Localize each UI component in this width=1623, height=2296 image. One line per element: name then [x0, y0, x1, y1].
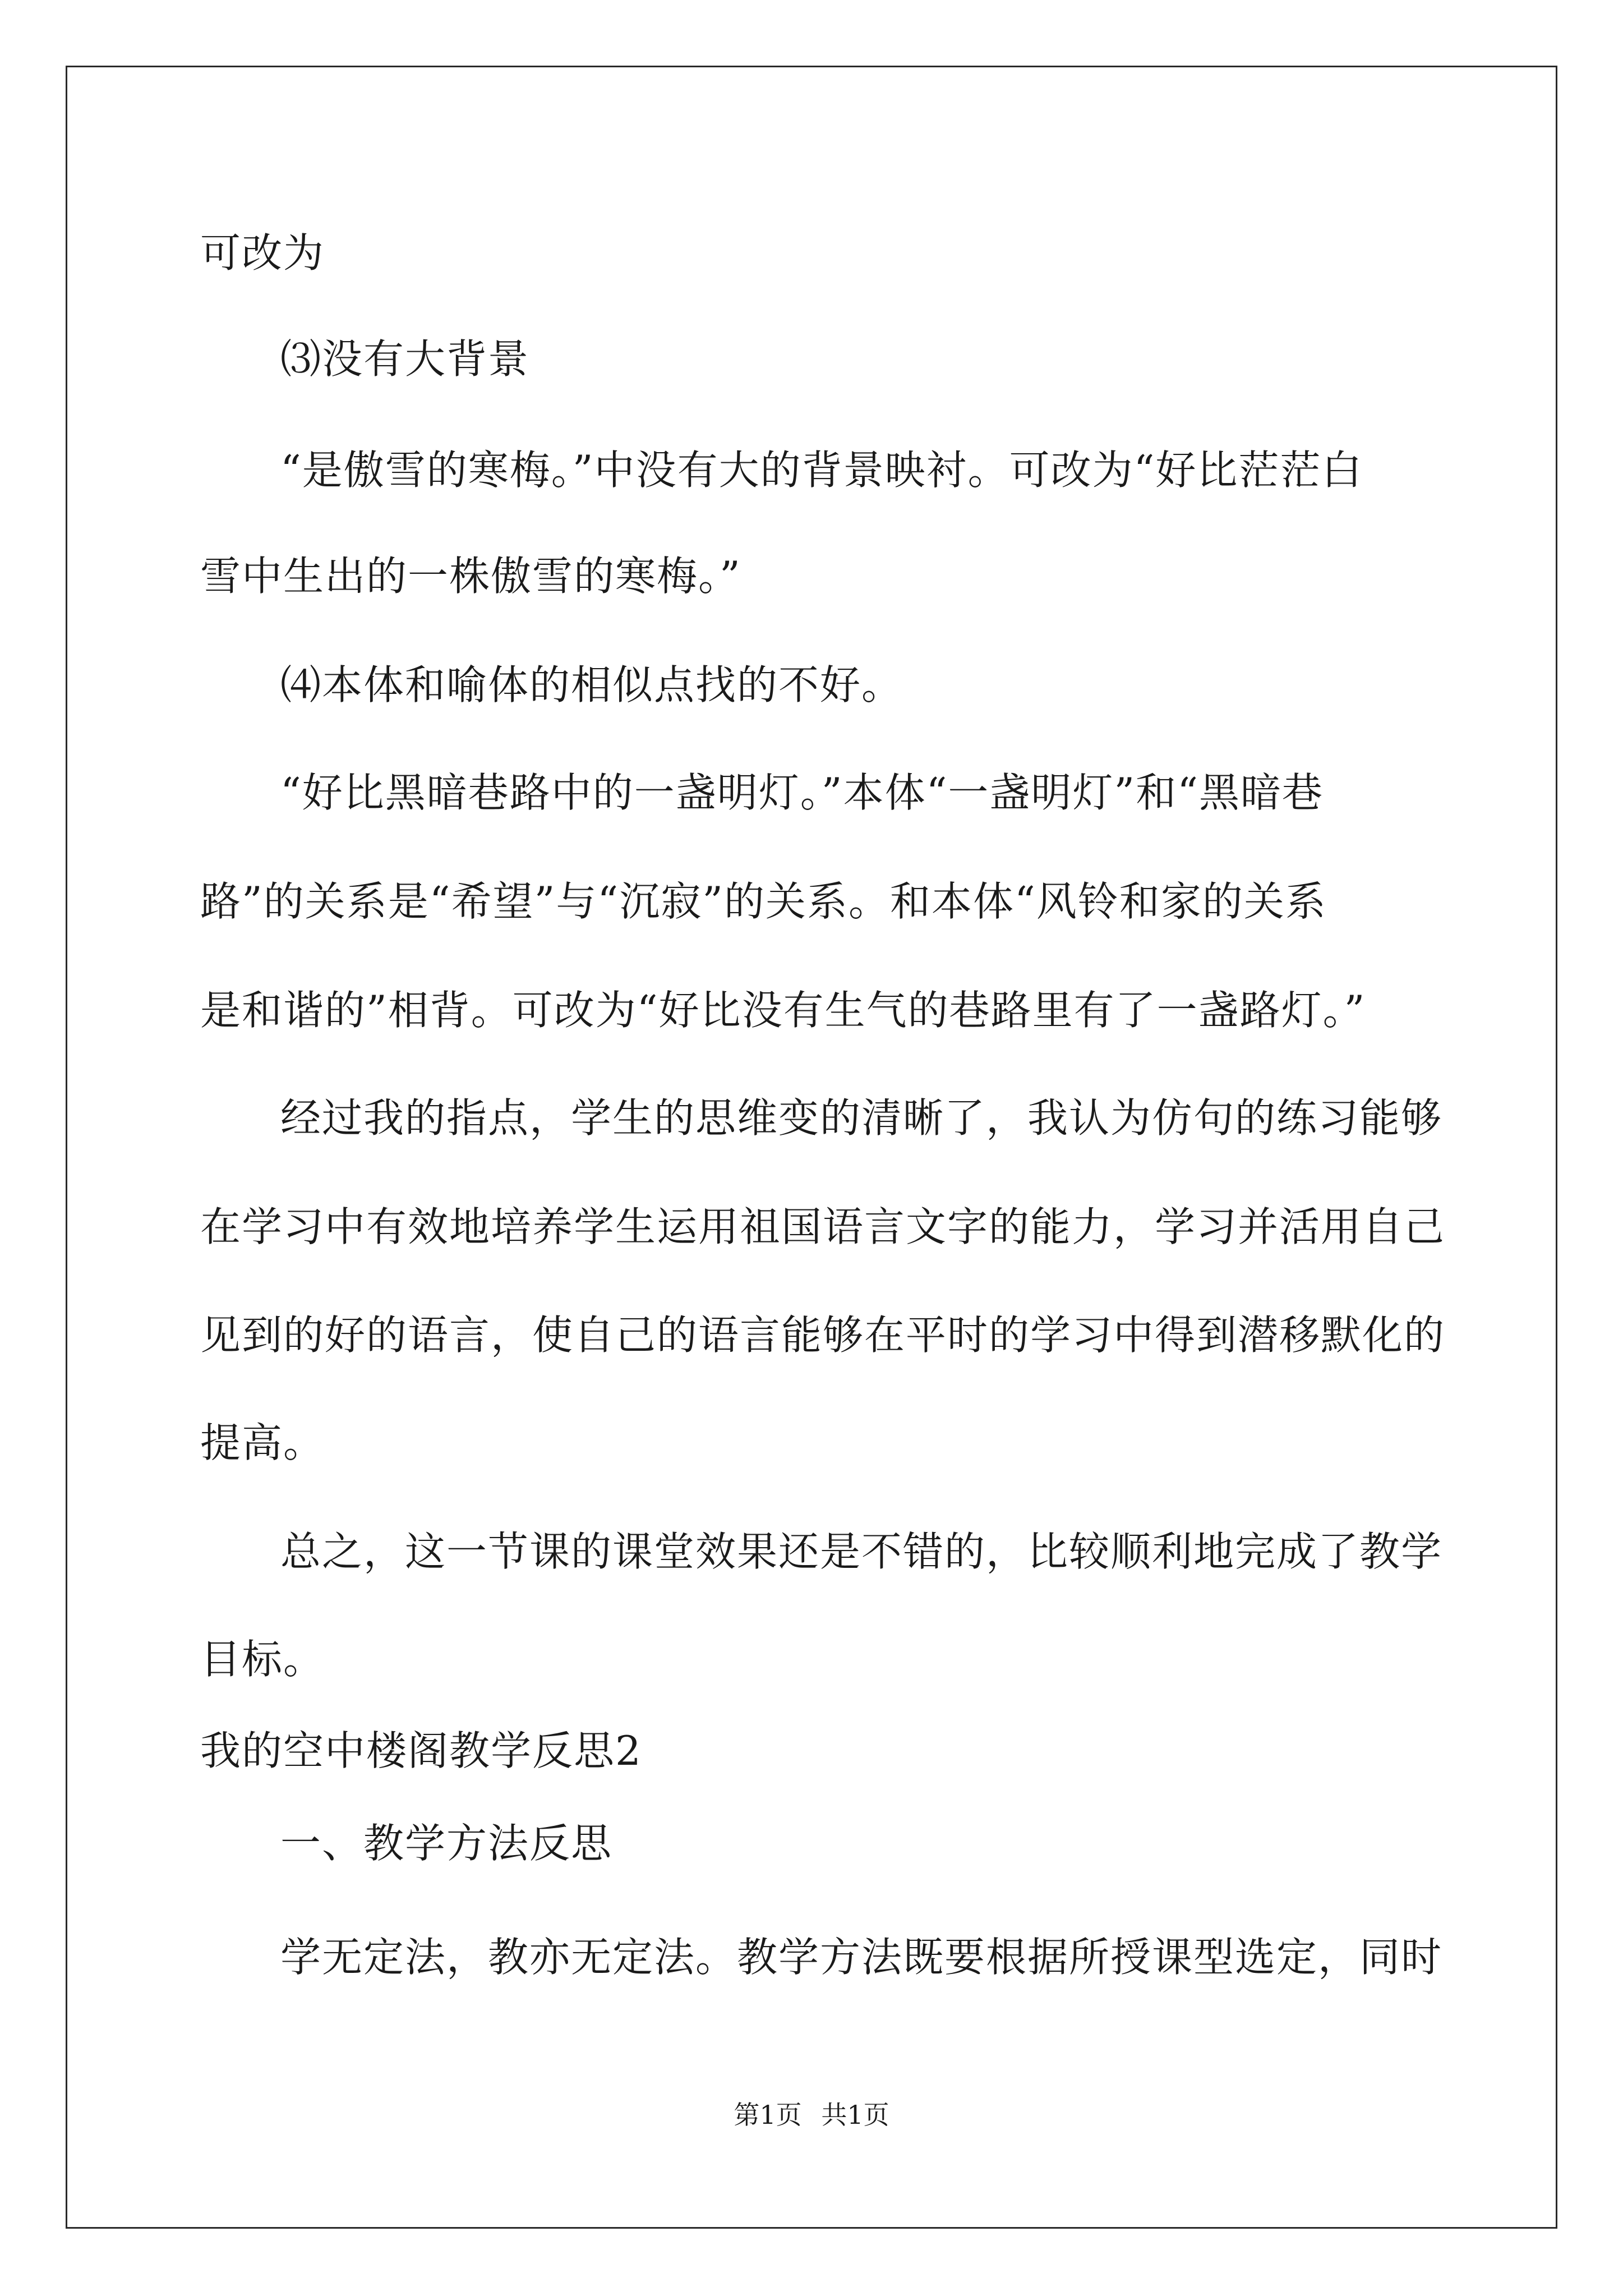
section-heading: 我的空中楼阁教学反思2 [200, 1727, 642, 1774]
page-number: 第1页 [734, 2100, 802, 2130]
text-line-10: 在学习中有效地培养学生运用祖国语言文字的能力，学习并活用自己 [200, 1203, 1446, 1250]
text-line-4: 雪中生出的一株傲雪的寒梅。” [200, 553, 741, 600]
text-line-11: 见到的好的语言，使自己的语言能够在平时的学习中得到潜移默化的 [200, 1312, 1446, 1359]
subsection-heading: 一、教学方法反思 [280, 1820, 613, 1867]
text-line-14: 目标。 [200, 1636, 325, 1683]
text-line-2: ⑶没有大背景 [280, 335, 530, 383]
text-line-12: 提高。 [200, 1419, 325, 1466]
text-line-13: 总之，这一节课的课堂效果还是不错的，比较顺利地完成了教学 [280, 1528, 1443, 1575]
text-line-3: “是傲雪的寒梅。”中没有大的背景映衬。可改为“好比茫茫白 [280, 447, 1363, 494]
page-total: 共1页 [821, 2100, 889, 2130]
text-line-17: 学无定法，教亦无定法。教学方法既要根据所授课型选定，同时 [280, 1934, 1443, 1981]
text-line-7: 路”的关系是“希望”与“沉寂”的关系。和本体“风铃和家的关系 [200, 878, 1327, 925]
page-frame [66, 66, 1557, 2229]
page-footer [0, 2098, 1623, 2132]
text-line-1: 可改为 [200, 229, 325, 277]
text-line-9: 经过我的指点，学生的思维变的清晰了，我认为仿句的练习能够 [280, 1094, 1443, 1142]
text-line-6: “好比黑暗巷路中的一盏明灯。”本体“一盏明灯”和“黑暗巷 [280, 769, 1324, 816]
text-line-5: ⑷本体和喻体的相似点找的不好。 [280, 661, 903, 708]
text-line-8: 是和谐的”相背。可改为“好比没有生气的巷路里有了一盏路灯。” [200, 987, 1366, 1034]
